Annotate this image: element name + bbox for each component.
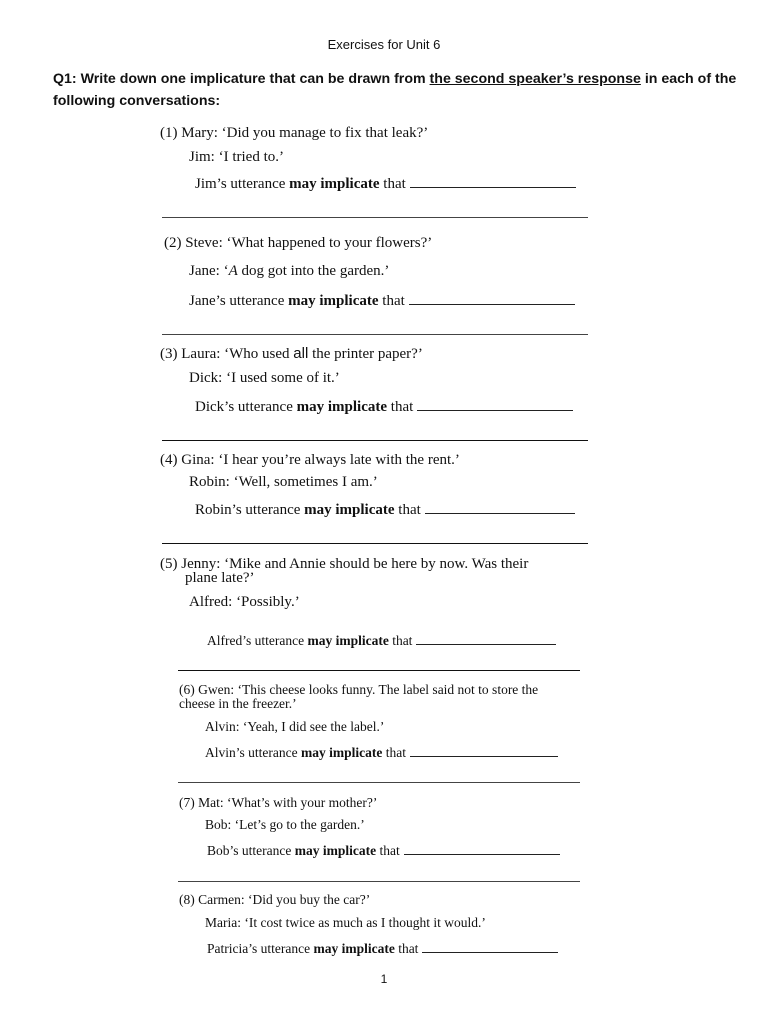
- item-8-answer-line: Patricia’s utterance may implicate that: [207, 940, 558, 958]
- item-3-line-2: Dick: ‘I used some of it.’: [189, 370, 340, 386]
- item-2-line-1: (2) Steve: ‘What happened to your flowers?’: [164, 235, 433, 251]
- item-5-line-1b: plane late?’: [185, 570, 255, 586]
- item-5-answer-line: Alfred’s utterance may implicate that: [207, 632, 556, 650]
- item-5-line-1: (5) Jenny: ‘Mike and Annie should be here by now. Was their: [160, 556, 529, 572]
- page-title: Exercises for Unit 6: [327, 37, 441, 52]
- item-6-answer-blank[interactable]: [410, 744, 558, 757]
- item-2-answer-rule[interactable]: [162, 334, 588, 335]
- item-7-line-1: (7) Mat: ‘What’s with your mother?’: [179, 795, 378, 810]
- item-4-answer-rule[interactable]: [162, 543, 588, 544]
- item-4-answer-line: Robin’s utterance may implicate that: [195, 501, 575, 519]
- item-6-line-1: (6) Gwen: ‘This cheese looks funny. The label said not to store the: [179, 682, 539, 697]
- question-prefix: Q1: Write down one implicature that can be drawn from: [53, 71, 430, 87]
- item-8-line-2: Maria: ‘It cost twice as much as I thought it would.’: [205, 915, 486, 930]
- item-4-line-1: (4) Gina: ‘I hear you’re always late with the rent.’: [160, 452, 460, 468]
- item-4-answer-blank[interactable]: [425, 501, 575, 514]
- item-8-answer-blank[interactable]: [422, 940, 558, 953]
- item-8-line-1: (8) Carmen: ‘Did you buy the car?’: [179, 892, 371, 907]
- item-7-answer-rule[interactable]: [178, 881, 580, 882]
- item-7-answer-line: Bob’s utterance may implicate that: [207, 842, 560, 860]
- item-6-line-2: Alvin: ‘Yeah, I did see the label.’: [205, 719, 385, 734]
- item-1-line-1: (1) Mary: ‘Did you manage to fix that leak?’: [160, 125, 429, 141]
- item-1-line-2: Jim: ‘I tried to.’: [189, 149, 284, 165]
- question-underlined: the second speaker’s response: [429, 71, 641, 87]
- item-7-line-2: Bob: ‘Let’s go to the garden.’: [205, 817, 365, 832]
- item-5-answer-blank[interactable]: [416, 632, 556, 645]
- item-3-answer-rule[interactable]: [162, 440, 588, 441]
- item-1-answer-rule[interactable]: [162, 217, 588, 218]
- item-3-line-1: (3) Laura: ‘Who used all the printer paper?’: [160, 345, 423, 362]
- item-1-answer-line: Jim’s utterance may implicate that: [195, 175, 576, 193]
- item-1-answer-blank[interactable]: [410, 175, 576, 188]
- item-6-line-1b: cheese in the freezer.’: [179, 696, 297, 711]
- item-2-line-2: Jane: ‘A dog got into the garden.’: [189, 263, 390, 279]
- question-suffix: in each of the following conversations:: [53, 71, 737, 109]
- item-6-answer-line: Alvin’s utterance may implicate that: [205, 744, 558, 762]
- item-6-answer-rule[interactable]: [178, 782, 580, 783]
- item-5-answer-rule[interactable]: [178, 670, 580, 671]
- question-prompt: [53, 68, 743, 112]
- item-7-answer-blank[interactable]: [404, 842, 560, 855]
- item-4-line-2: Robin: ‘Well, sometimes I am.’: [189, 474, 378, 490]
- item-2-answer-line: Jane’s utterance may implicate that: [189, 292, 575, 310]
- item-5-line-2: Alfred: ‘Possibly.’: [189, 594, 300, 610]
- item-2-answer-blank[interactable]: [409, 292, 575, 305]
- item-3-answer-blank[interactable]: [417, 398, 573, 411]
- item-3-answer-line: Dick’s utterance may implicate that: [195, 398, 573, 416]
- page-number: 1: [380, 972, 388, 986]
